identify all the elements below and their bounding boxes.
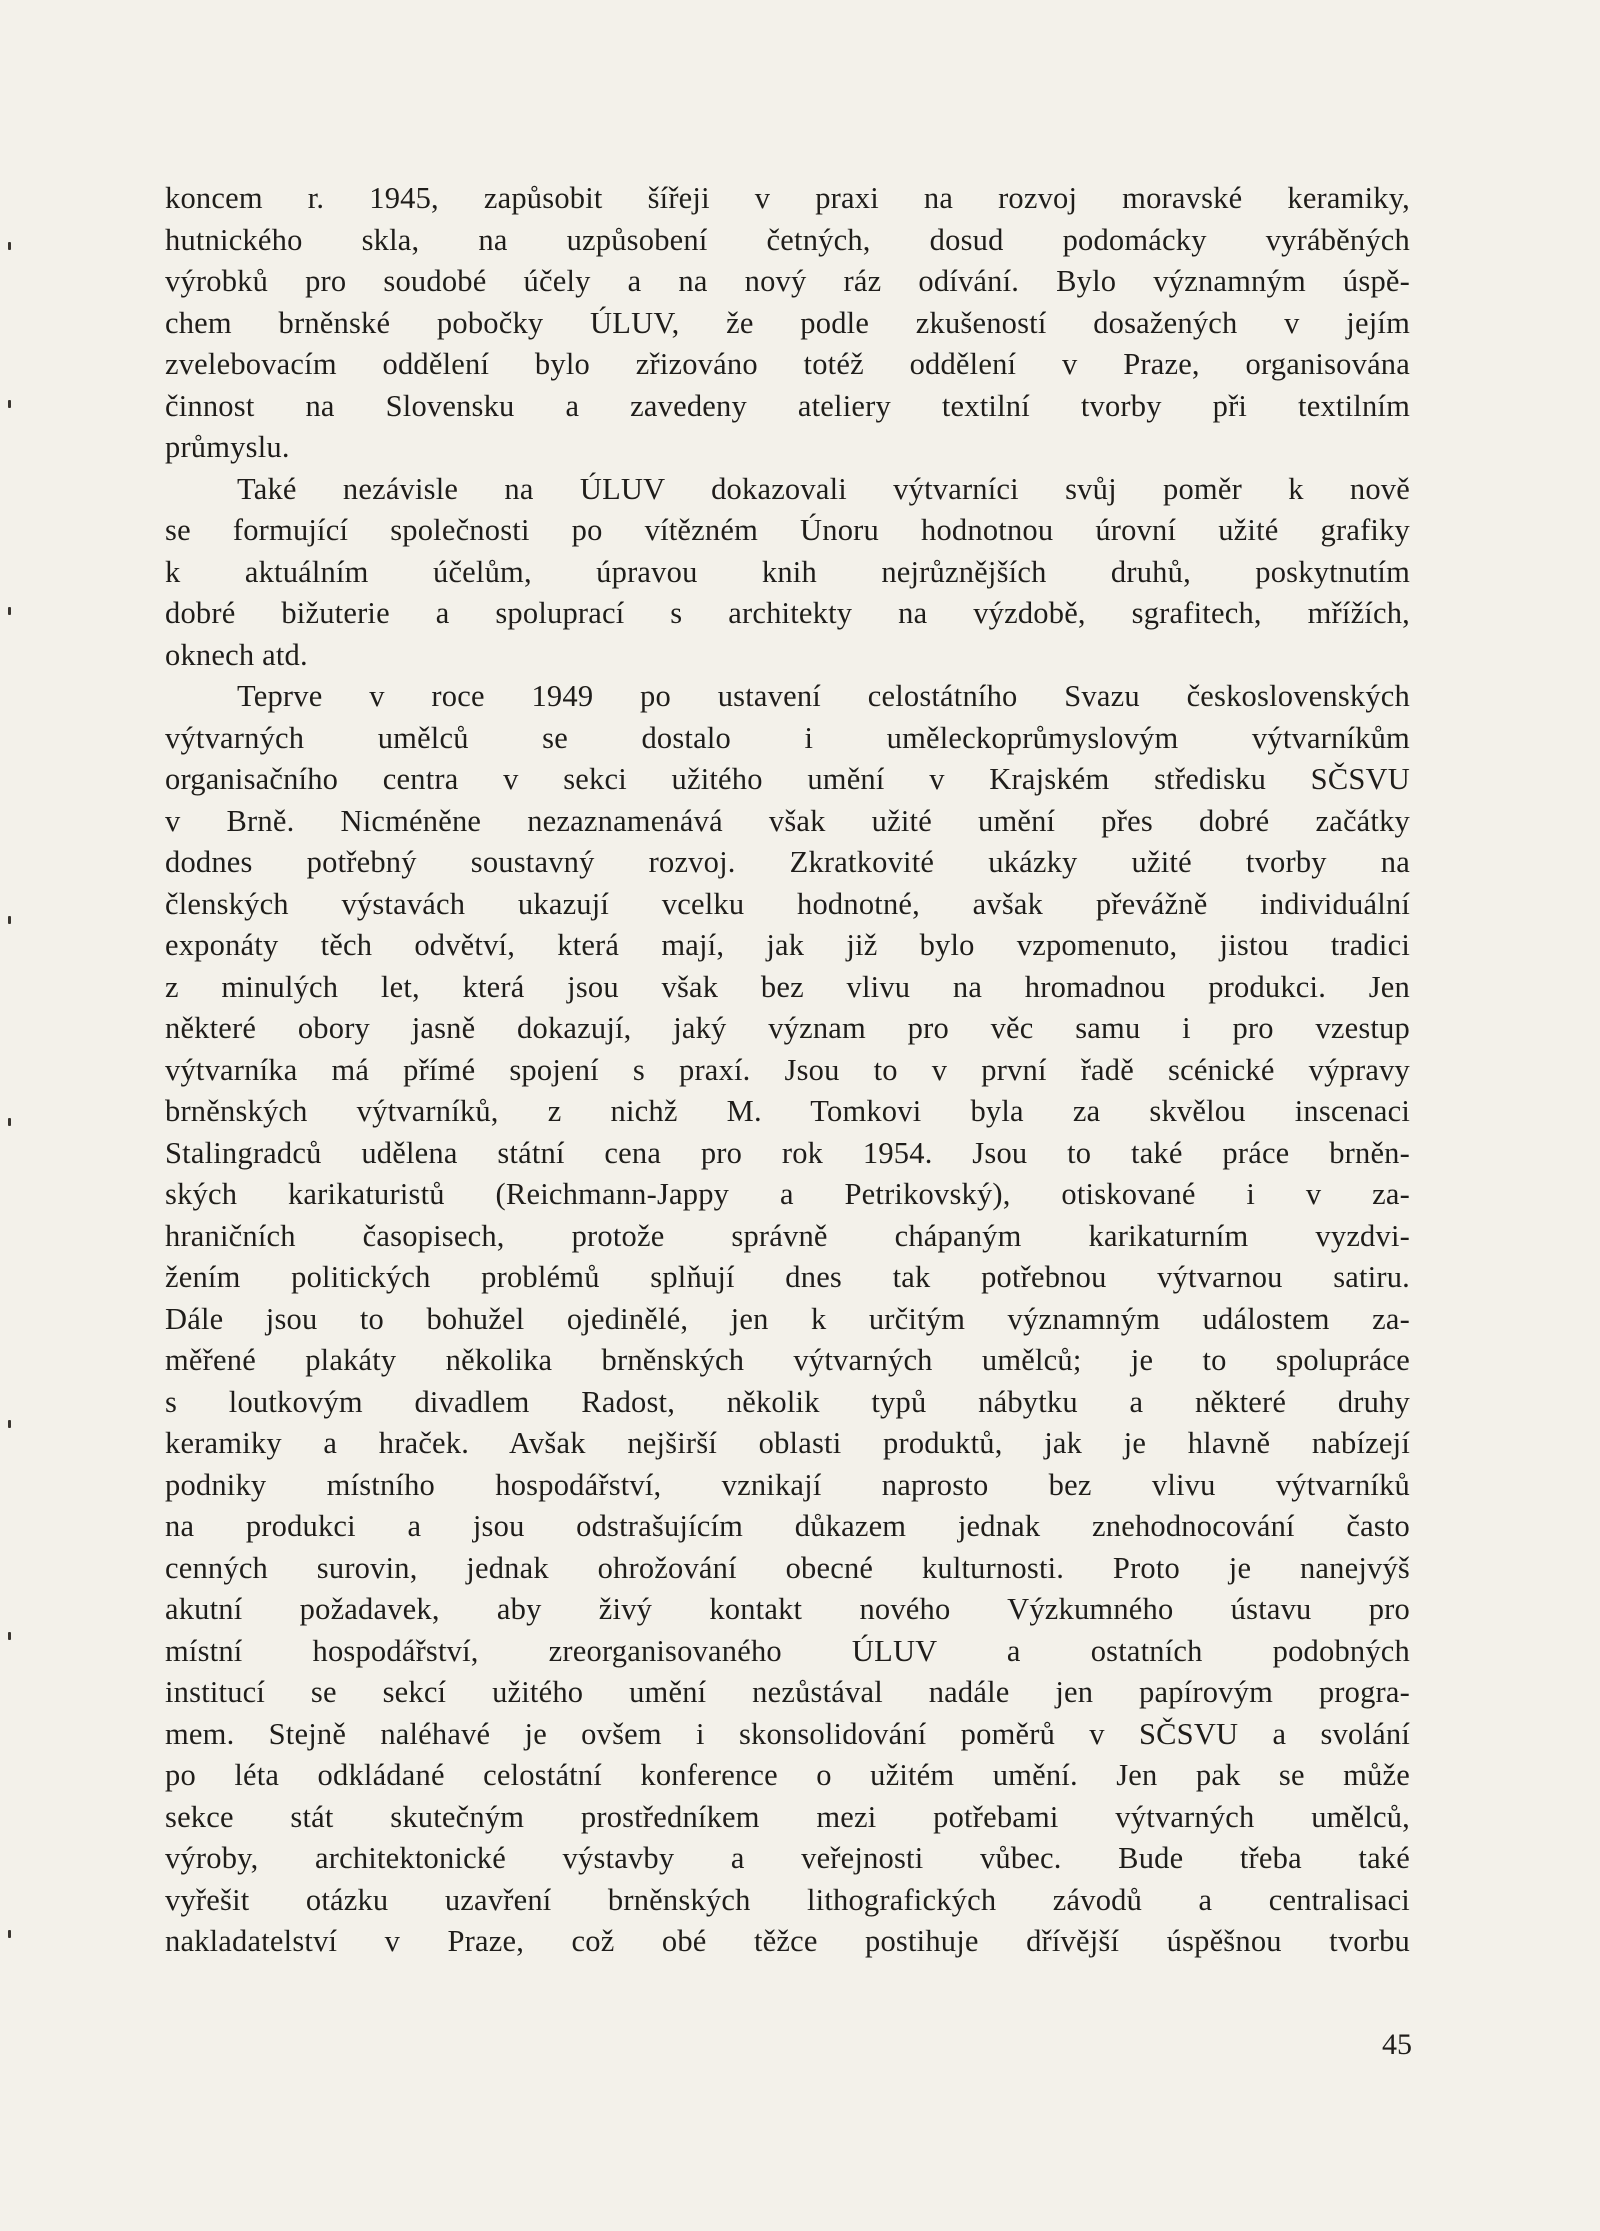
- margin-speck: [8, 1930, 11, 1938]
- text-line: dodnes potřebný soustavný rozvoj. Zkratkovité ukázky užité tvorby na: [165, 845, 1410, 879]
- text-line: žením politických problémů splňují dnes tak potřebnou výtvarnou satiru.: [165, 1260, 1410, 1294]
- text-line: Teprve v roce 1949 po ustavení celostátního Svazu československých: [237, 679, 1410, 713]
- text-line: měřené plakáty několika brněnských výtvarných umělců; je to spolupráce: [165, 1343, 1410, 1377]
- text-line: mem. Stejně naléhavé je ovšem i skonsolidování poměrů v SČSVU a svolání: [165, 1716, 1410, 1751]
- text-line: Stalingradců udělena státní cena pro rok 1954. Jsou to také práce brněn-: [165, 1135, 1410, 1170]
- text-line: místní hospodářství, zreorganisovaného ÚLUV a ostatních podobných: [165, 1633, 1410, 1668]
- text-line: výroby, architektonické výstavby a veřejnosti vůbec. Bude třeba také: [165, 1841, 1410, 1875]
- text-line: Dále jsou to bohužel ojedinělé, jen k určitým významným událostem za-: [165, 1301, 1410, 1336]
- text-line: Také nezávisle na ÚLUV dokazovali výtvarníci svůj poměr k nově: [237, 471, 1410, 506]
- text-line: dobré bižuterie a spoluprací s architekty na výzdobě, sgrafitech, mřížích,: [165, 596, 1410, 630]
- text-line: sekce stát skutečným prostředníkem mezi potřebami výtvarných umělců,: [165, 1799, 1410, 1834]
- text-line: hutnického skla, na uzpůsobení četných, dosud podomácky vyráběných: [165, 222, 1410, 257]
- text-line: koncem r. 1945, zapůsobit šířeji v praxi na rozvoj moravské keramiky,: [165, 181, 1410, 215]
- text-line: exponáty těch odvětví, která mají, jak již bylo vzpomenuto, jistou tradici: [165, 928, 1410, 962]
- text-line: organisačního centra v sekci užitého umění v Krajském středisku SČSVU: [165, 762, 1410, 796]
- text-line: chem brněnské pobočky ÚLUV, že podle zkušeností dosažených v jejím: [165, 305, 1410, 340]
- text-line: podniky místního hospodářství, vznikají naprosto bez vlivu výtvarníků: [165, 1467, 1410, 1502]
- text-line: brněnských výtvarníků, z nichž M. Tomkovi byla za skvělou inscenaci: [165, 1094, 1410, 1128]
- text-line: s loutkovým divadlem Radost, několik typů nábytku a některé druhy: [165, 1384, 1410, 1419]
- margin-speck: [8, 400, 11, 408]
- text-line: po léta odkládané celostátní konference o užitém umění. Jen pak se může: [165, 1758, 1410, 1792]
- margin-speck: [8, 242, 11, 250]
- text-line: výtvarníka má přímé spojení s praxí. Jsou to v první řadě scénické výpravy: [165, 1052, 1410, 1087]
- text-line: výrobků pro soudobé účely a na nový ráz odívání. Bylo významným úspě-: [165, 264, 1410, 298]
- text-line: členských výstavách ukazují vcelku hodnotné, avšak převážně individuální: [165, 886, 1410, 921]
- text-line: k aktuálním účelům, úpravou knih nejrůznějších druhů, poskytnutím: [165, 554, 1410, 589]
- text-line: cenných surovin, jednak ohrožování obecné kulturnosti. Proto je nanejvýš: [165, 1550, 1410, 1585]
- text-line: zvelebovacím oddělení bylo zřizováno totéž oddělení v Praze, organisována: [165, 347, 1410, 381]
- text-line: keramiky a hraček. Avšak nejširší oblasti produktů, jak je hlavně nabízejí: [165, 1426, 1410, 1460]
- text-line: akutní požadavek, aby živý kontakt nového Výzkumného ústavu pro: [165, 1592, 1410, 1626]
- text-line: některé obory jasně dokazují, jaký význam pro věc samu i pro vzestup: [165, 1011, 1410, 1045]
- text-line: ských karikaturistů (Reichmann-Jappy a Petrikovský), otiskované i v za-: [165, 1177, 1410, 1211]
- text-line: institucí se sekcí užitého umění nezůstával nadále jen papírovým progra-: [165, 1675, 1410, 1709]
- text-line: se formující společnosti po vítězném Únoru hodnotnou úrovní užité grafiky: [165, 513, 1410, 547]
- text-line: průmyslu.: [165, 430, 290, 464]
- margin-speck: [8, 1420, 11, 1428]
- margin-speck: [8, 916, 11, 924]
- text-line: oknech atd.: [165, 637, 308, 672]
- text-line: v Brně. Nicméněne nezaznamenává však užité umění přes dobré začátky: [165, 803, 1410, 838]
- text-line: hraničních časopisech, protože správně chápaným karikaturním vyzdvi-: [165, 1218, 1410, 1253]
- margin-speck: [8, 1632, 11, 1640]
- margin-speck: [8, 1118, 11, 1126]
- text-line: na produkci a jsou odstrašujícím důkazem jednak znehodnocování často: [165, 1509, 1410, 1543]
- text-line: [165, 1963, 1410, 2005]
- text-line: výtvarných umělců se dostalo i uměleckoprůmyslovým výtvarníkům: [165, 720, 1410, 755]
- text-line: nakladatelství v Praze, což obé těžce postihuje dřívější úspěšnou tvorbu: [165, 1924, 1410, 1958]
- page-number: 45: [1382, 2028, 1412, 2061]
- margin-speck: [8, 607, 11, 615]
- text-line: vyřešit otázku uzavření brněnských lithografických závodů a centralisaci: [165, 1882, 1410, 1917]
- text-line: z minulých let, která jsou však bez vlivu na hromadnou produkci. Jen: [165, 969, 1410, 1004]
- body-text: [165, 178, 1410, 2004]
- text-line: činnost na Slovensku a zavedeny ateliery textilní tvorby při textilním: [165, 388, 1410, 423]
